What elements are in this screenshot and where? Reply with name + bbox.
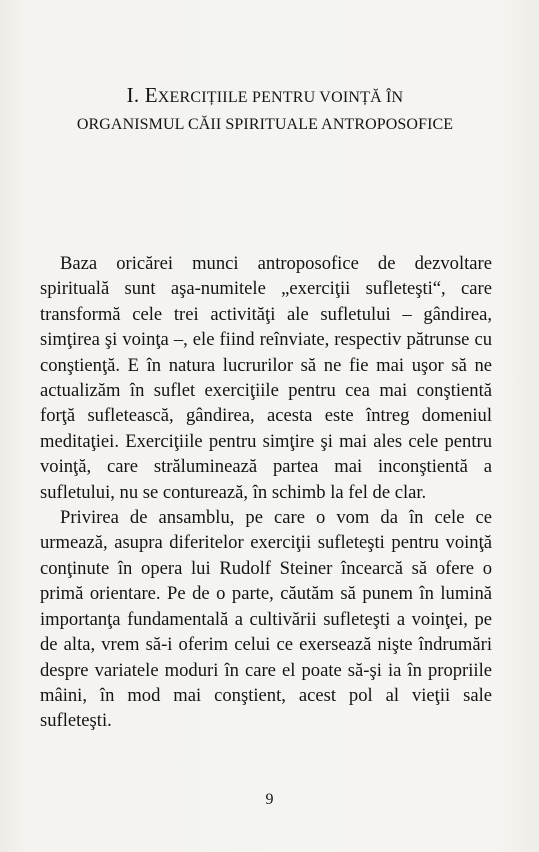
page-number: 9 bbox=[265, 791, 274, 808]
chapter-title-smallcaps: XERCIȚIILE PENTRU VOINȚĂ ÎN bbox=[157, 89, 404, 106]
chapter-title-line-1 bbox=[40, 82, 490, 111]
paragraph-1: Baza oricărei munci antroposofice de dezvoltare spirituală sunt aşa-numitele „exerciţii sufleteşti“, care transformă cele trei activităţi ale sufletului – gândirea, simţirea şi voinţa –, ele fiind reînviate, respectiv pătrunse cu conştienţă. E în natura lucrurilor să ne fie mai uşor să ne actualizăm în suflet exerciţiile pentru cea mai conştientă forţă sufletească, gândirea, acesta este întreg domeniul meditaţiei. Exerciţiile pentru simţire şi mai ales cele pentru voinţă, care străluminează partea mai inconştientă a sufletului, nu se conturează, în schimb la fel de clar. bbox=[40, 253, 492, 503]
chapter-title-line-2: ORGANISMUL CĂII SPIRITUALE ANTROPOSOFICE bbox=[76, 116, 454, 133]
paragraph-2: Privirea de ansamblu, pe care o vom da în cele ce urmează, asupra diferitelor exerciţii sufleteşti pentru voinţă conţinute în opera lui Rudolf Steiner încearcă să ofere o primă orientare. Pe de o parte, căutăm să punem în lumină importanţa fundamentală a cultivării sufleteşti a voinţei, pe de alta, vrem să-i oferim celui ce exersează nişte îndrumări despre variatele moduri în care el poate să-şi ia în propriile mâini, în mod mai conştient, acest pol al vieţii sale sufleteşti. bbox=[40, 507, 492, 732]
chapter-numeral: I. E bbox=[126, 83, 158, 107]
body-text bbox=[40, 251, 492, 734]
chapter-title bbox=[40, 82, 490, 137]
